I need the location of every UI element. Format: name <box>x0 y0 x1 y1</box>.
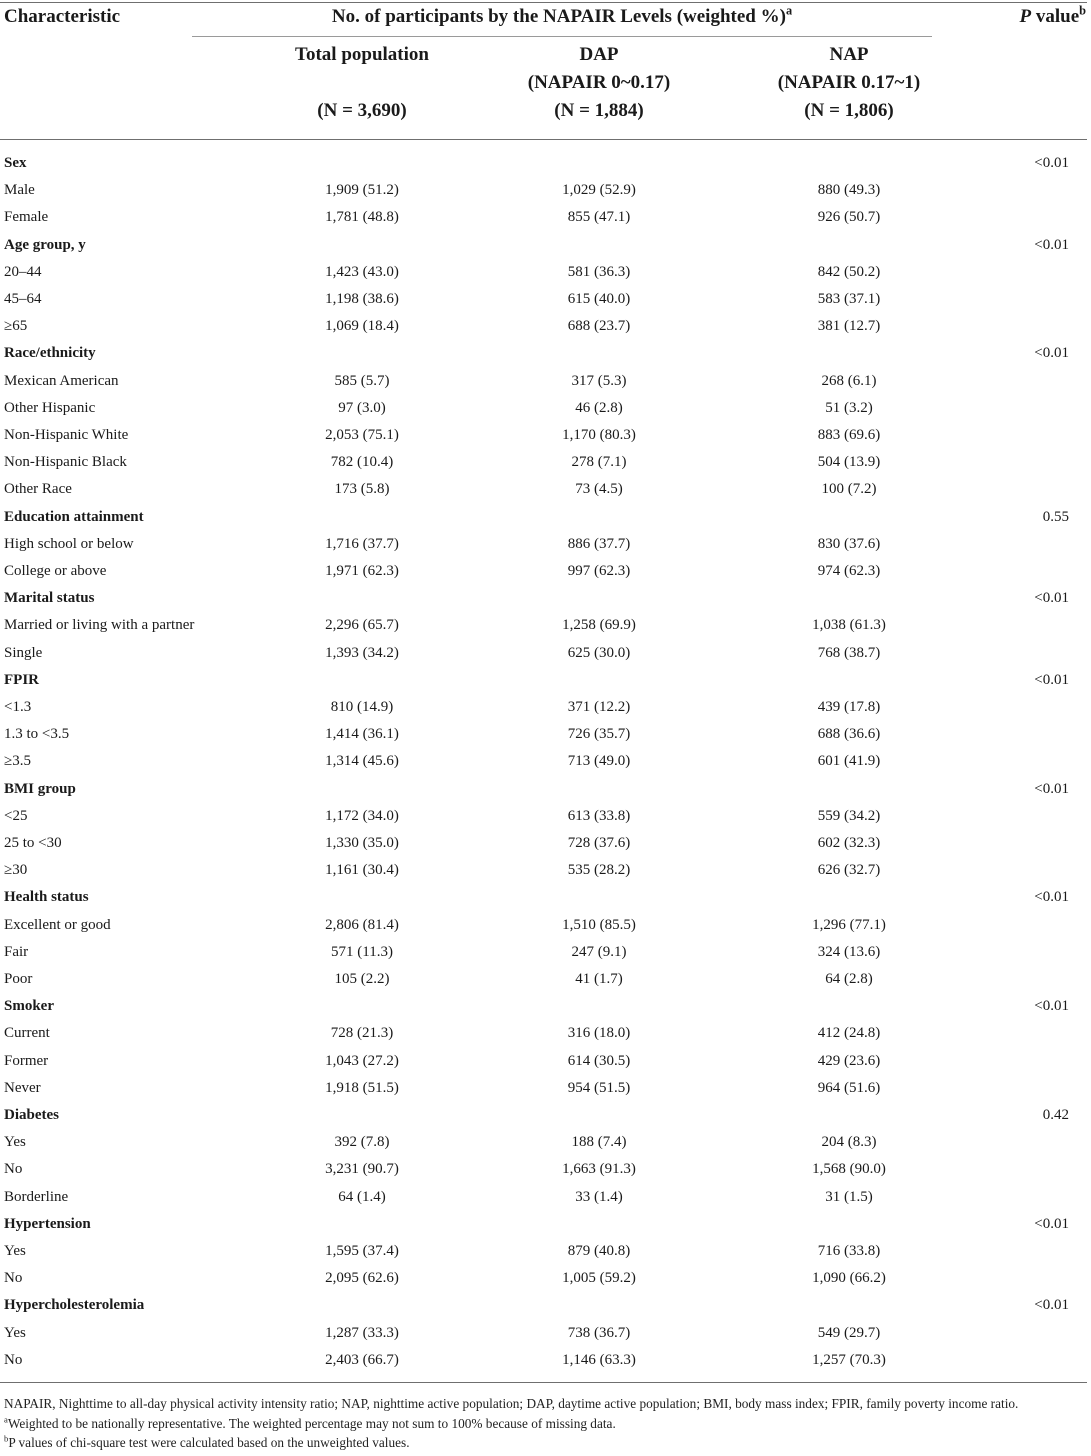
row-label: Married or living with a partner <box>4 617 195 634</box>
col-dap-title: DAP <box>579 44 619 65</box>
cell-p-value: 0.42 <box>1042 1107 1069 1123</box>
col-total-n: (N = 3,690) <box>317 100 407 121</box>
footnote-a-marker: a <box>785 3 793 18</box>
cell-dap: 615 (40.0) <box>567 291 631 307</box>
cell-total: 585 (5.7) <box>334 372 390 389</box>
cell-total: 1,161 (30.4) <box>325 862 399 879</box>
row-label: Marital status <box>4 590 95 607</box>
cell-dap: 278 (7.1) <box>571 454 627 471</box>
row-label: Non-Hispanic Black <box>4 454 127 471</box>
cell-total: 728 (21.3) <box>330 1025 394 1042</box>
cell-dap: 535 (28.2) <box>567 862 631 879</box>
cell-total: 2,095 (62.6) <box>325 1270 399 1287</box>
table-row <box>0 857 1091 884</box>
cell-total: 392 (7.8) <box>334 1134 390 1151</box>
cell-dap: 188 (7.4) <box>571 1134 627 1151</box>
table-row <box>0 1048 1091 1075</box>
cell-dap: 46 (2.8) <box>575 399 623 416</box>
cell-p-value: <0.01 <box>1034 671 1069 688</box>
header-p-rest: value <box>1031 6 1080 27</box>
cell-p-value: <0.01 <box>1034 1215 1069 1232</box>
cell-nap: 716 (33.8) <box>817 1243 881 1259</box>
cell-nap: 439 (17.8) <box>817 699 881 715</box>
cell-nap: 626 (32.7) <box>817 862 881 879</box>
cell-nap: 412 (24.8) <box>817 1025 881 1042</box>
row-label: ≥65 <box>4 318 28 335</box>
table-row <box>0 1320 1091 1347</box>
cell-dap: 1,146 (63.3) <box>562 1351 636 1368</box>
cell-total: 1,414 (36.1) <box>325 726 399 743</box>
cell-total: 2,053 (75.1) <box>325 427 399 443</box>
cell-total: 1,287 (33.3) <box>325 1324 399 1341</box>
cell-nap: 31 (1.5) <box>825 1188 873 1205</box>
table-row <box>0 286 1091 313</box>
cell-total: 1,595 (37.4) <box>325 1243 399 1259</box>
table-row <box>0 476 1091 503</box>
cell-total: 1,716 (37.7) <box>325 535 399 552</box>
cell-nap: 964 (51.6) <box>817 1079 881 1096</box>
cell-total: 810 (14.9) <box>330 699 394 715</box>
cell-nap: 883 (69.6) <box>817 427 881 443</box>
table-group-row <box>0 1292 1091 1319</box>
table-row <box>0 1020 1091 1047</box>
cell-nap: 559 (34.2) <box>817 807 881 824</box>
cell-nap: 830 (37.6) <box>817 535 881 552</box>
table-row <box>0 449 1091 476</box>
row-label: Education attainment <box>4 508 144 525</box>
cell-nap: 974 (62.3) <box>817 563 881 579</box>
row-label: Never <box>4 1079 41 1096</box>
cell-total: 1,330 (35.0) <box>325 835 399 851</box>
cell-nap: 1,568 (90.0) <box>812 1161 886 1178</box>
cell-dap: 73 (4.5) <box>575 481 623 498</box>
row-label: Former <box>4 1052 49 1069</box>
cell-total: 97 (3.0) <box>338 399 386 416</box>
cell-nap: 100 (7.2) <box>821 481 877 498</box>
cell-dap: 886 (37.7) <box>567 535 631 552</box>
cell-total: 1,198 (38.6) <box>325 291 399 307</box>
cell-nap: 1,090 (66.2) <box>812 1270 886 1287</box>
table-row <box>0 1238 1091 1265</box>
table-row <box>0 368 1091 395</box>
table-row <box>0 912 1091 939</box>
row-label: <25 <box>4 807 28 824</box>
table-row <box>0 395 1091 422</box>
cell-nap: 51 (3.2) <box>825 399 873 416</box>
row-label: No <box>4 1161 23 1178</box>
cell-p-value: <0.01 <box>1034 590 1069 607</box>
cell-nap: 583 (37.1) <box>817 291 881 307</box>
cell-dap: 33 (1.4) <box>575 1188 623 1205</box>
cell-total: 1,172 (34.0) <box>325 807 399 824</box>
table-group-row <box>0 993 1091 1020</box>
cell-total: 1,069 (18.4) <box>325 318 399 335</box>
table-row <box>0 531 1091 558</box>
table-bottom-rule <box>0 1382 1087 1383</box>
table-group-row <box>0 1211 1091 1238</box>
row-label: Yes <box>4 1324 26 1341</box>
cell-dap: 316 (18.0) <box>567 1025 631 1042</box>
table-row <box>0 1184 1091 1211</box>
cell-nap: 64 (2.8) <box>825 971 873 987</box>
cell-p-value: <0.01 <box>1034 889 1069 906</box>
cell-total: 782 (10.4) <box>330 454 394 471</box>
cell-total: 2,296 (65.7) <box>325 617 399 634</box>
row-label: <1.3 <box>4 699 32 715</box>
row-label: Mexican American <box>4 372 119 389</box>
row-label: Sex <box>4 155 27 171</box>
cell-total: 1,314 (45.6) <box>325 753 399 770</box>
row-label: ≥30 <box>4 862 28 879</box>
cell-nap: 504 (13.9) <box>817 454 881 471</box>
cell-dap: 1,170 (80.3) <box>562 427 636 443</box>
col-nap-range: (NAPAIR 0.17~1) <box>777 72 921 93</box>
cell-total: 1,909 (51.2) <box>325 182 399 199</box>
row-label: Yes <box>4 1134 26 1151</box>
cell-p-value: <0.01 <box>1034 155 1069 171</box>
cell-total: 1,393 (34.2) <box>325 644 399 661</box>
table-row <box>0 1347 1091 1374</box>
cell-dap: 625 (30.0) <box>567 644 631 661</box>
table-row <box>0 830 1091 857</box>
row-label: Age group, y <box>4 236 86 253</box>
table-row <box>0 1075 1091 1102</box>
row-label: No <box>4 1270 23 1287</box>
row-label: Single <box>4 644 43 661</box>
cell-nap: 688 (36.6) <box>817 726 881 743</box>
row-label: Female <box>4 209 49 226</box>
cell-dap: 997 (62.3) <box>567 563 631 579</box>
row-label: Borderline <box>4 1188 69 1205</box>
header-group-title-text: No. of participants by the NAPAIR Levels (weighted %) <box>331 6 786 27</box>
table-row <box>0 204 1091 231</box>
row-label: Diabetes <box>4 1107 59 1123</box>
cell-total: 1,781 (48.8) <box>325 209 399 226</box>
footnote-abbreviations: NAPAIR, Nighttime to all-day physical activity intensity ratio; NAP, nighttime active population; DAP, daytime active population; BMI, body mass index; FPIR, family poverty income ratio. <box>4 1396 1019 1411</box>
header-group-title <box>331 3 793 28</box>
row-label: Excellent or good <box>4 916 111 933</box>
cell-dap: 738 (36.7) <box>567 1324 631 1341</box>
row-label: Current <box>4 1025 50 1042</box>
footnote-a <box>4 1416 616 1432</box>
cell-dap: 41 (1.7) <box>575 971 623 987</box>
row-label: College or above <box>4 563 107 579</box>
table-group-row <box>0 1102 1091 1129</box>
cell-dap: 247 (9.1) <box>571 943 627 960</box>
cell-nap: 880 (49.3) <box>817 182 881 199</box>
cell-dap: 371 (12.2) <box>567 699 631 715</box>
cell-nap: 1,257 (70.3) <box>812 1351 886 1368</box>
cell-dap: 1,029 (52.9) <box>562 182 636 199</box>
row-label: Non-Hispanic White <box>4 427 129 443</box>
cell-total: 1,423 (43.0) <box>325 263 399 280</box>
cell-dap: 954 (51.5) <box>567 1079 631 1096</box>
row-label: Race/ethnicity <box>4 345 96 362</box>
table-row <box>0 803 1091 830</box>
table-group-row <box>0 150 1091 177</box>
footnote-b-text: P values of chi-square test were calculated based on the unweighted values. <box>8 1435 410 1450</box>
row-label: Hypertension <box>4 1215 91 1232</box>
row-label: 20–44 <box>4 263 42 280</box>
row-label: 25 to <30 <box>4 835 62 851</box>
cell-p-value: <0.01 <box>1034 780 1069 797</box>
table-group-row <box>0 776 1091 803</box>
cell-nap: 1,296 (77.1) <box>812 916 886 933</box>
col-total-title: Total population <box>295 44 429 65</box>
cell-dap: 614 (30.5) <box>567 1052 631 1069</box>
table-row <box>0 1156 1091 1183</box>
table-row <box>0 313 1091 340</box>
cell-nap: 602 (32.3) <box>817 835 881 851</box>
cell-total: 64 (1.4) <box>338 1188 386 1205</box>
cell-total: 173 (5.8) <box>334 481 390 498</box>
cell-total: 1,043 (27.2) <box>325 1052 399 1069</box>
cell-nap: 1,038 (61.3) <box>812 617 886 634</box>
cell-nap: 429 (23.6) <box>817 1052 881 1069</box>
row-label: FPIR <box>4 671 39 688</box>
footnote-a-text: Weighted to be nationally representative. The weighted percentage may not sum to 100% because of missing data. <box>7 1416 616 1431</box>
row-label: Smoker <box>4 998 54 1015</box>
table-row <box>0 177 1091 204</box>
table-row <box>0 612 1091 639</box>
header-group-rule <box>192 36 932 37</box>
table-row <box>0 422 1091 449</box>
cell-total: 1,971 (62.3) <box>325 563 399 579</box>
cell-total: 571 (11.3) <box>331 943 393 960</box>
row-label: High school or below <box>4 535 134 552</box>
row-label: Other Hispanic <box>4 399 96 416</box>
row-label: ≥3.5 <box>4 753 31 770</box>
cell-nap: 204 (8.3) <box>821 1134 877 1151</box>
header-characteristic: Characteristic <box>4 6 121 27</box>
cell-total: 2,806 (81.4) <box>325 916 399 933</box>
footnote-b <box>4 1435 410 1451</box>
cell-dap: 1,258 (69.9) <box>562 617 636 634</box>
row-label: Poor <box>4 971 33 987</box>
table-row <box>0 1265 1091 1292</box>
col-nap-n: (N = 1,806) <box>804 100 894 121</box>
cell-nap: 601 (41.9) <box>817 753 881 770</box>
cell-dap: 879 (40.8) <box>567 1243 631 1259</box>
cell-total: 105 (2.2) <box>334 971 390 987</box>
cell-p-value: <0.01 <box>1034 998 1069 1015</box>
table-group-row <box>0 232 1091 259</box>
table-group-row <box>0 667 1091 694</box>
cell-dap: 728 (37.6) <box>567 835 631 851</box>
row-label: Other Race <box>4 481 72 498</box>
cell-dap: 726 (35.7) <box>567 726 631 743</box>
table-group-row <box>0 504 1091 531</box>
row-label: Health status <box>4 889 89 906</box>
table-row <box>0 259 1091 286</box>
cell-total: 1,918 (51.5) <box>325 1079 399 1096</box>
cell-p-value: <0.01 <box>1034 236 1069 253</box>
cell-nap: 549 (29.7) <box>817 1324 881 1341</box>
cell-nap: 268 (6.1) <box>821 372 877 389</box>
table-group-row <box>0 585 1091 612</box>
table-row <box>0 721 1091 748</box>
cell-nap: 842 (50.2) <box>817 263 881 280</box>
cell-dap: 317 (5.3) <box>571 372 627 389</box>
table-group-row <box>0 340 1091 367</box>
cell-p-value: 0.55 <box>1042 508 1069 525</box>
header-p-value <box>1019 3 1086 28</box>
cell-nap: 926 (50.7) <box>817 209 881 226</box>
table-row <box>0 939 1091 966</box>
row-label: Fair <box>4 943 29 960</box>
cell-dap: 1,005 (59.2) <box>562 1270 636 1287</box>
row-label: 45–64 <box>4 291 42 307</box>
table-row <box>0 966 1091 993</box>
cell-dap: 613 (33.8) <box>567 807 631 824</box>
col-nap-title: NAP <box>829 44 869 65</box>
table-group-row <box>0 884 1091 911</box>
col-dap-range: (NAPAIR 0~0.17) <box>527 72 671 93</box>
row-label: Male <box>4 182 35 199</box>
footnote-b-mark: b <box>4 1433 9 1444</box>
cell-dap: 1,663 (91.3) <box>562 1161 636 1178</box>
row-label: Hypercholesterolemia <box>4 1297 145 1314</box>
table-row <box>0 640 1091 667</box>
header-p-letter: P <box>1019 6 1032 27</box>
table-row <box>0 694 1091 721</box>
cell-dap: 688 (23.7) <box>567 318 631 335</box>
top-rule <box>0 2 1087 3</box>
cell-p-value: <0.01 <box>1034 345 1069 362</box>
footnote-a-mark: a <box>4 1414 8 1425</box>
cell-dap: 713 (49.0) <box>567 753 631 770</box>
col-dap-n: (N = 1,884) <box>554 100 644 121</box>
cell-p-value: <0.01 <box>1034 1297 1069 1314</box>
row-label: Yes <box>4 1243 26 1259</box>
cell-dap: 581 (36.3) <box>567 263 631 280</box>
header-bottom-rule <box>0 139 1087 140</box>
row-label: No <box>4 1351 23 1368</box>
table-row <box>0 558 1091 585</box>
cell-nap: 768 (38.7) <box>817 644 881 661</box>
cell-total: 3,231 (90.7) <box>325 1161 399 1178</box>
cell-nap: 324 (13.6) <box>817 943 881 960</box>
cell-nap: 381 (12.7) <box>817 318 881 335</box>
cell-dap: 855 (47.1) <box>567 209 631 226</box>
table-row <box>0 1129 1091 1156</box>
table-row <box>0 748 1091 775</box>
cell-dap: 1,510 (85.5) <box>562 916 636 933</box>
row-label: BMI group <box>4 780 76 797</box>
cell-total: 2,403 (66.7) <box>325 1351 399 1368</box>
row-label: 1.3 to <3.5 <box>4 726 70 743</box>
footnote-b-marker: b <box>1079 3 1086 18</box>
